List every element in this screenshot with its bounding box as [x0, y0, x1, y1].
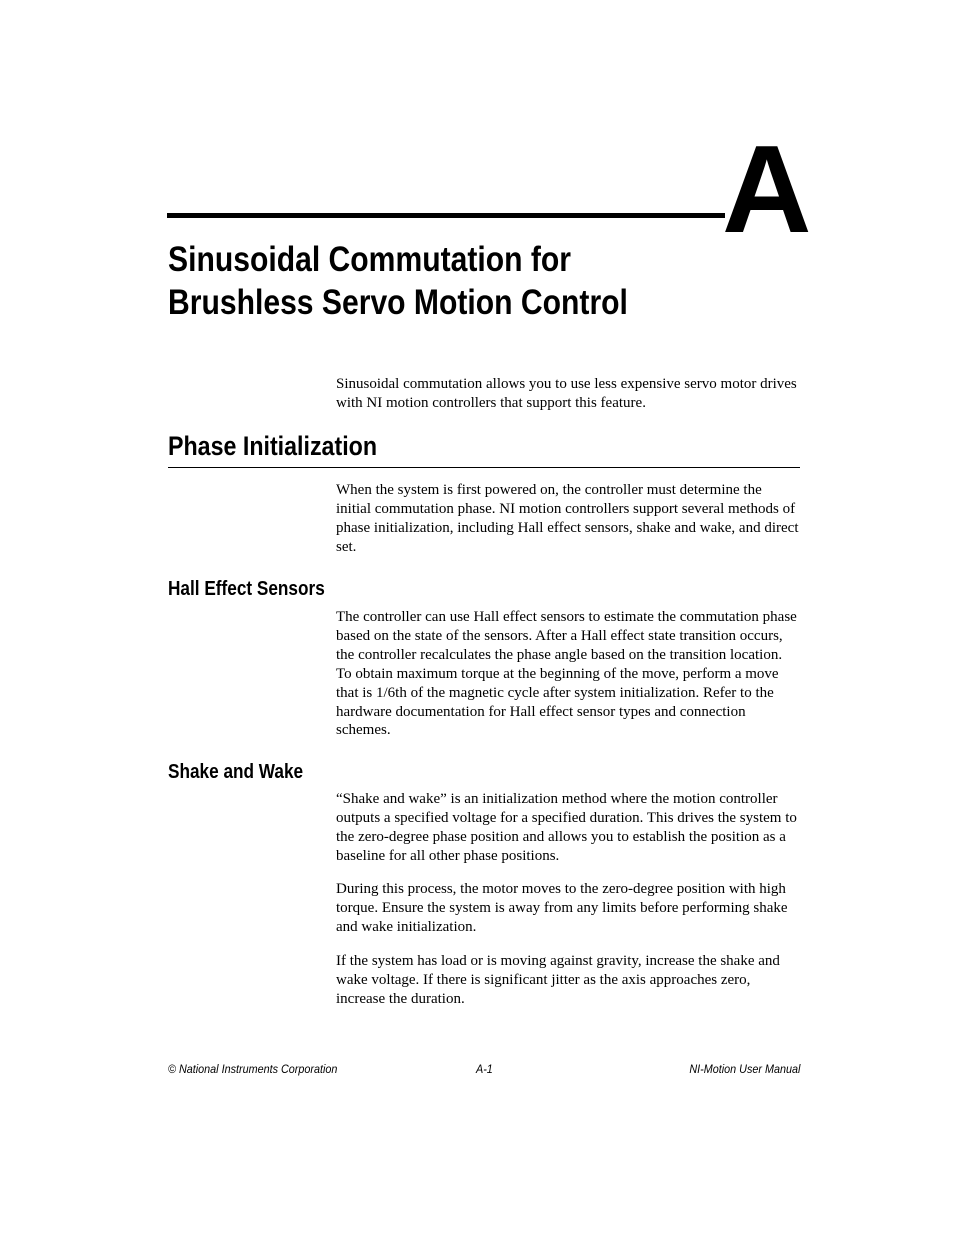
phase-initialization-paragraph: When the system is first powered on, the controller must determine the initial commutation phase. NI motion controllers support several methods of phase initialization, including Hall effect sensors, shake and wake, and direct set. [336, 482, 799, 555]
hall-effect-paragraph: The controller can use Hall effect sensors to estimate the commutation phase based on the state of the sensors. After a Hall effect state transition occurs, the controller recalculates the phase angle based on the transition location. To obtain maximum torque at the beginning of the move, perform a move that is 1/6th of the magnetic cycle after system initialization. Refer to the hardware documentation for Hall effect sensor types and connection schemes. [336, 609, 797, 739]
footer-manual-title: NI-Motion User Manual [688, 1062, 800, 1076]
chapter-letter: A [722, 121, 810, 259]
intro-paragraph: Sinusoidal commutation allows you to use less expensive servo motor drives with NI motion controllers that support this feature. [336, 376, 797, 411]
shake-and-wake-paragraph-2: During this process, the motor moves to the zero-degree position with high torque. Ensure the system is away from any limits before performing shake and wake initialization. [336, 881, 788, 935]
phase-initialization-heading: Phase Initialization [168, 431, 378, 461]
chapter-title [168, 238, 701, 324]
shake-and-wake-paragraph-1: “Shake and wake” is an initialization method where the motion controller outputs a specified voltage for a specified duration. This drives the system to the zero-degree phase position and allows you to establish the position as a baseline for all other phase positions. [336, 791, 797, 864]
footer-page-number: A-1 [476, 1062, 493, 1076]
hall-effect-heading: Hall Effect Sensors [168, 578, 325, 600]
section-rule [168, 467, 800, 468]
shake-and-wake-paragraph-3: If the system has load or is moving against gravity, increase the shake and wake voltage. If there is significant jitter as the axis approaches zero, increase the duration. [336, 953, 780, 1007]
footer-copyright: © National Instruments Corporation [168, 1062, 338, 1076]
chapter-title-line-1: Sinusoidal Commutation for [168, 240, 572, 279]
shake-and-wake-heading: Shake and Wake [168, 761, 304, 783]
chapter-title-line-2: Brushless Servo Motion Control [168, 283, 628, 322]
chapter-rule [167, 213, 725, 218]
